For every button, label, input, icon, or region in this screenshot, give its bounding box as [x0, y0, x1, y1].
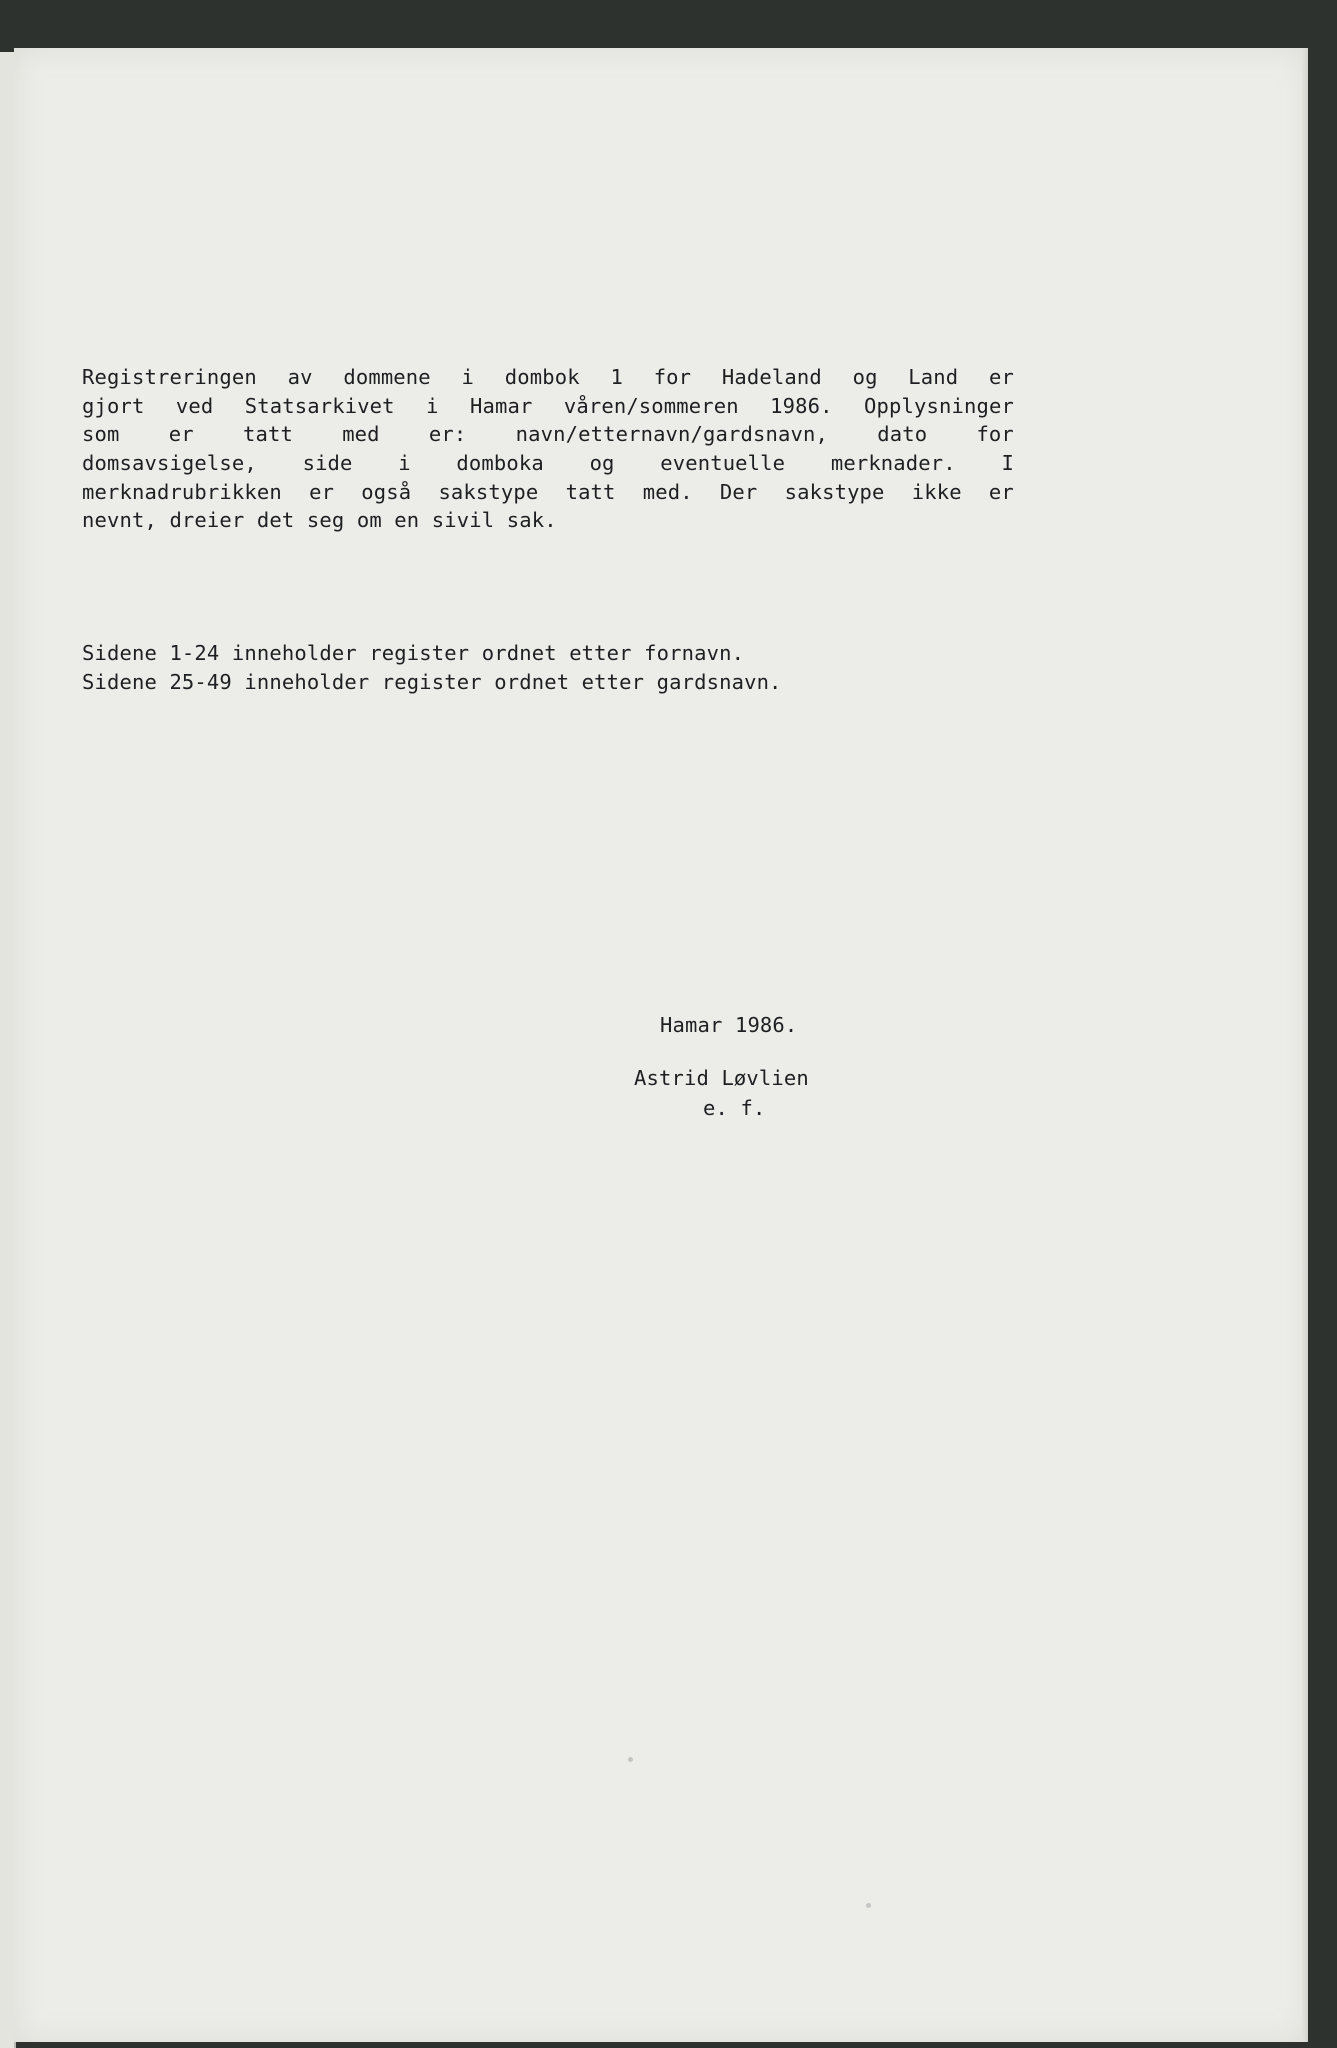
intro-line: merknadrubrikken er også sakstype tatt med. Der sakstype ikke er: [82, 479, 1014, 504]
intro-line: gjort ved Statsarkivet i Hamar våren/sommeren 1986. Opplysninger: [82, 393, 1014, 418]
register-line: Sidene 1-24 inneholder register ordnet etter fornavn.: [82, 641, 745, 665]
document-page: [14, 48, 1308, 2042]
intro-paragraph: [82, 363, 1014, 535]
signatory-name: Astrid Løvlien: [634, 1066, 809, 1090]
place-date: Hamar 1986.: [660, 1013, 798, 1037]
intro-line: som er tatt med er: navn/etternavn/gardsnavn, dato for: [82, 422, 1014, 447]
speck: [866, 1903, 871, 1908]
signatory-initials: e. f.: [703, 1096, 766, 1120]
speck: [628, 1757, 633, 1762]
intro-line: domsavsigelse, side i domboka og eventuelle merknader. I: [82, 451, 1014, 476]
intro-line: Registreringen av dommene i dombok 1 for Hadeland og Land er: [82, 365, 1014, 389]
intro-line: nevnt, dreier det seg om en sivil sak.: [82, 508, 557, 533]
page-edge-shadow: [1302, 48, 1308, 2042]
register-line: Sidene 25-49 inneholder register ordnet etter gardsnavn.: [82, 670, 782, 694]
register-info: [82, 639, 782, 697]
